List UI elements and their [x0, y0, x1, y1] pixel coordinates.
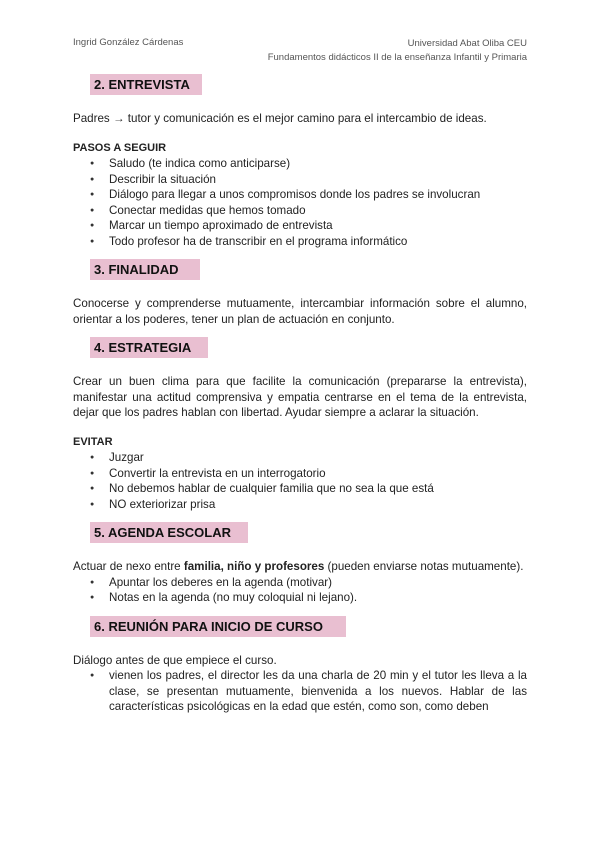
- avoid-list: [73, 450, 527, 512]
- list-item: ● Convertir la entrevista en un interrogatorio: [73, 466, 527, 482]
- agenda-text-bold: familia, niño y profesores: [183, 560, 325, 573]
- agenda-text-before: Actuar de nexo entre: [73, 560, 184, 573]
- list-item: ● Marcar un tiempo aproximado de entrevista: [73, 218, 527, 234]
- header-author: Ingrid González Cárdenas: [73, 37, 184, 48]
- entrevista-intro: Padres → tutor y comunicación es el mejor camino para el intercambio de ideas.: [73, 112, 487, 125]
- header-course: Fundamentos didácticos II de la enseñanza Infantil y Primaria: [267, 51, 527, 63]
- list-item: ● Conectar medidas que hemos tomado: [73, 203, 527, 219]
- agenda-list: [73, 575, 527, 606]
- section-heading-reunion: 6. REUNIÓN PARA INICIO DE CURSO: [90, 616, 346, 637]
- list-item: ● vienen los padres, el director les da una charla de 20 min y el tutor les lleva a la clase, se presentan mutuamente, bienvenida a los nuevos. Hablar de las características psicológicas en la edad que estén, como son, como deben: [73, 668, 527, 715]
- steps-list: [73, 156, 527, 249]
- agenda-text: [73, 559, 527, 575]
- list-item: ● Notas en la agenda (no muy coloquial ni lejano).: [73, 590, 527, 606]
- section-heading-entrevista: 2. ENTREVISTA: [90, 74, 202, 95]
- document-body: [73, 74, 527, 715]
- agenda-text-after: (pueden enviarse notas mutuamente).: [324, 560, 524, 573]
- list-item: ● NO exteriorizar prisa: [73, 497, 527, 513]
- reunion-intro: Diálogo antes de que empiece el curso.: [73, 653, 277, 667]
- reunion-list: [73, 668, 527, 715]
- header-course-info: [268, 37, 527, 64]
- list-item: ● Diálogo para llegar a unos compromisos donde los padres se involucran: [73, 187, 527, 203]
- finalidad-text: Conocerse y comprenderse mutuamente, intercambiar información sobre el alumno, orientar a los poderes, tener un plan de actuación en conjunto.: [73, 297, 527, 326]
- list-item: ● Describir la situación: [73, 172, 527, 188]
- avoid-heading: EVITAR: [73, 435, 113, 448]
- section-heading-finalidad: 3. FINALIDAD: [90, 259, 200, 280]
- list-item: ● No debemos hablar de cualquier familia que no sea la que está: [73, 481, 527, 497]
- steps-heading: PASOS A SEGUIR: [73, 141, 167, 154]
- list-item: ● Juzgar: [73, 450, 527, 466]
- header-university: Universidad Abat Oliba CEU: [407, 38, 527, 49]
- section-heading-agenda: 5. AGENDA ESCOLAR: [90, 522, 248, 543]
- section-heading-estrategia: 4. ESTRATEGIA: [90, 337, 208, 358]
- list-item: ● Apuntar los deberes en la agenda (motivar): [73, 575, 527, 591]
- list-item: ● Saludo (te indica como anticiparse): [73, 156, 527, 172]
- estrategia-text: Crear un buen clima para que facilite la comunicación (prepararse la entrevista), manifestar una actitud comprensiva y empatia centrarse en el tema de la entrevista, dejar que los padres hablan con libertad. Ayudar siempre a aclarar la situación.: [73, 375, 527, 419]
- list-item: ● Todo profesor ha de transcribir en el programa informático: [73, 234, 527, 250]
